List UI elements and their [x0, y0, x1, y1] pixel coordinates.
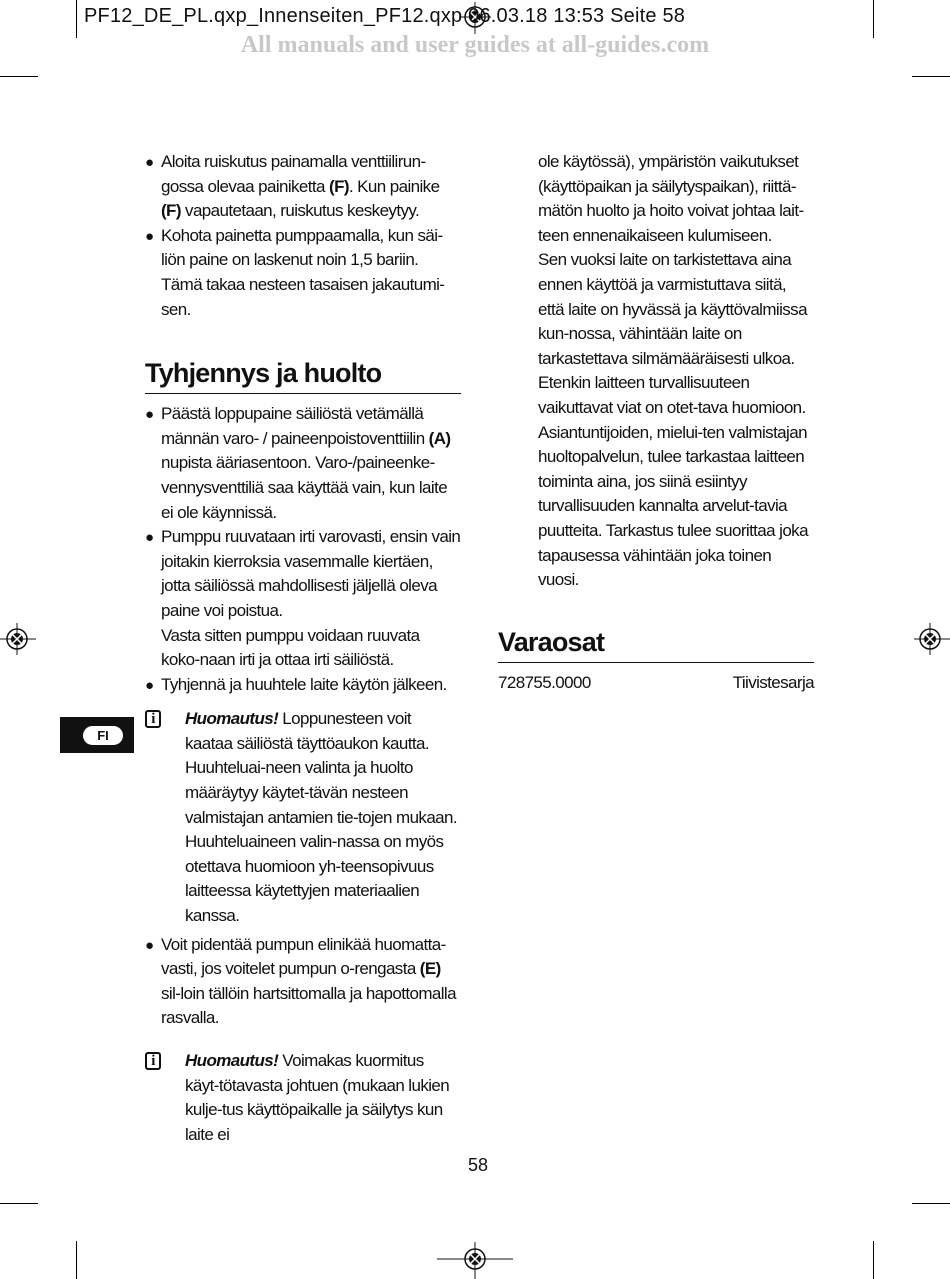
bullet-icon: ● — [145, 529, 154, 547]
list-item — [145, 402, 461, 525]
list-text: nupista ääriasentoon. Varo-/paineenke-vennysventtiliä saa käyttää vain, kun laite ei ole käynnissä. — [161, 453, 448, 522]
language-label: FI — [83, 726, 123, 745]
part-name: Tiivistesarja — [732, 672, 814, 692]
list-text: Kohota painetta pumppaamalla, kun säi-liön paine on laskenut noin 1,5 bariin. Tämä takaa nesteen tasaisen jakautumi-sen. — [161, 225, 445, 319]
list-text: Tyhjennä ja huuhtele laite käytön jälkeen. — [161, 674, 447, 694]
registration-mark-icon — [910, 619, 950, 659]
crop-mark — [76, 1241, 77, 1279]
left-column — [145, 150, 461, 1147]
info-icon: i — [145, 1052, 161, 1070]
note-block — [145, 707, 461, 928]
list-text: . Kun painike — [348, 176, 440, 196]
note-text: Voimakas kuormitus käyt-tötavasta johtuen (mukaan lukien kulje-tus käyttöpaikalle ja säilytys kun laite ei — [185, 1051, 450, 1144]
list-text: Vasta sitten pumppu voidaan ruuvata koko-naan irti ja ottaa irti säiliöstä. — [161, 625, 420, 670]
list-text: Pumppu ruuvataan irti varovasti, ensin vain joitakin kierroksia vasemmalle kiertäen, jotta säiliössä mahdollisesti jäljellä oleva paine voi poistua. — [161, 527, 461, 620]
list-text: Päästä loppupaine säiliöstä vetämällä männän varo- / paineenpoistoventtiilin — [161, 404, 429, 448]
ref-label: (F) — [329, 176, 349, 196]
bullet-icon: ● — [145, 154, 154, 171]
note-block — [145, 1049, 461, 1147]
bullet-icon: ● — [145, 936, 154, 954]
list-text: gossa olevaa painiketta — [161, 176, 330, 196]
print-slug: PF12_DE_PL.qxp_Innenseiten_PF12.qxp 06.03.18 13:53 Seite 58 — [84, 5, 686, 27]
list-item — [145, 525, 461, 673]
list-item — [145, 673, 461, 698]
spare-part-row — [498, 671, 814, 696]
list-text: Voit pidentää pumpun elinikää huomatta-vasti, jos voitelet pumpun o-rengasta — [161, 934, 446, 979]
info-icon: i — [145, 710, 161, 728]
bullet-icon: ● — [145, 406, 154, 424]
note-label: Huomautus! — [185, 1051, 279, 1070]
crop-mark — [912, 1203, 950, 1204]
section-rule — [145, 393, 461, 394]
part-number: 728755.0000 — [498, 672, 591, 692]
note-text: Loppunesteen voit kaataa säiliöstä täyttöaukon kautta. Huuhteluai-neen valinta ja huolto määräytyy käytet-tävän nesteen valmistajan antamien tie-tojen mukaan. Huuhteluaineen valin-nassa on myös otettava huomioon yh-teensopivuus laitteessa käytettyjen materiaalien kanssa. — [185, 709, 458, 926]
page-number: 58 — [467, 1155, 489, 1175]
language-tab — [60, 717, 134, 753]
registration-mark-icon — [0, 619, 40, 659]
section-rule — [498, 662, 814, 663]
section-title: Tyhjennys ja huolto — [145, 358, 382, 389]
ref-label: (F) — [161, 201, 181, 221]
ref-label: (A) — [428, 428, 451, 448]
watermark: All manuals and user guides at all-guides.com — [240, 32, 710, 58]
bullet-icon: ● — [145, 227, 154, 245]
section-title: Varaosat — [498, 626, 605, 657]
list-text: vapautetaan, ruiskutus keskeytyy. — [180, 201, 420, 221]
list-item — [145, 150, 461, 224]
list-item — [145, 933, 461, 1031]
list-text: Aloita ruiskutus painamalla venttiilirun- — [161, 152, 426, 171]
paragraph: Sen vuoksi laite on tarkistettava aina ennen käyttöä ja varmistuttava siitä, että laite on hyvässä ja käyttövalmiissa kun-nossa, vähintään laite on tarkastettava silmämääräisesti ulkoa. Etenkin laitteen turvallisuuteen vaikuttavat viat on otet-tava huomioon. Asiantuntijoiden, mielui-ten valmistajan huoltopalvelun, tulee tarkastaa laitteen toiminta aina, jos siinä esiintyy turvallisuuden kannalta arvelut-tavia puutteita. Tarkastus tulee suorittaa joka tapausessa vähintään joka toinen vuosi. — [538, 250, 808, 590]
crop-mark — [873, 1241, 874, 1279]
crop-mark — [912, 76, 950, 77]
note-label: Huomautus! — [185, 709, 279, 729]
crop-mark — [0, 1203, 38, 1204]
list-text: sil-loin tällöin hartsittomalla ja hapottomalla rasvalla. — [161, 983, 456, 1028]
right-column — [498, 150, 814, 696]
ref-label: (E) — [419, 959, 441, 979]
bullet-icon: ● — [145, 676, 154, 694]
registration-mark-icon — [437, 1240, 513, 1279]
paragraph: ole käytössä), ympäristön vaikutukset (käyttöpaikan ja säilytyspaikan), riittä-mätön huolto ja hoito voivat johtaa lait-teen ennenaikaiseen kulumiseen. — [538, 152, 804, 245]
crop-mark — [0, 76, 38, 77]
list-item — [145, 224, 461, 322]
